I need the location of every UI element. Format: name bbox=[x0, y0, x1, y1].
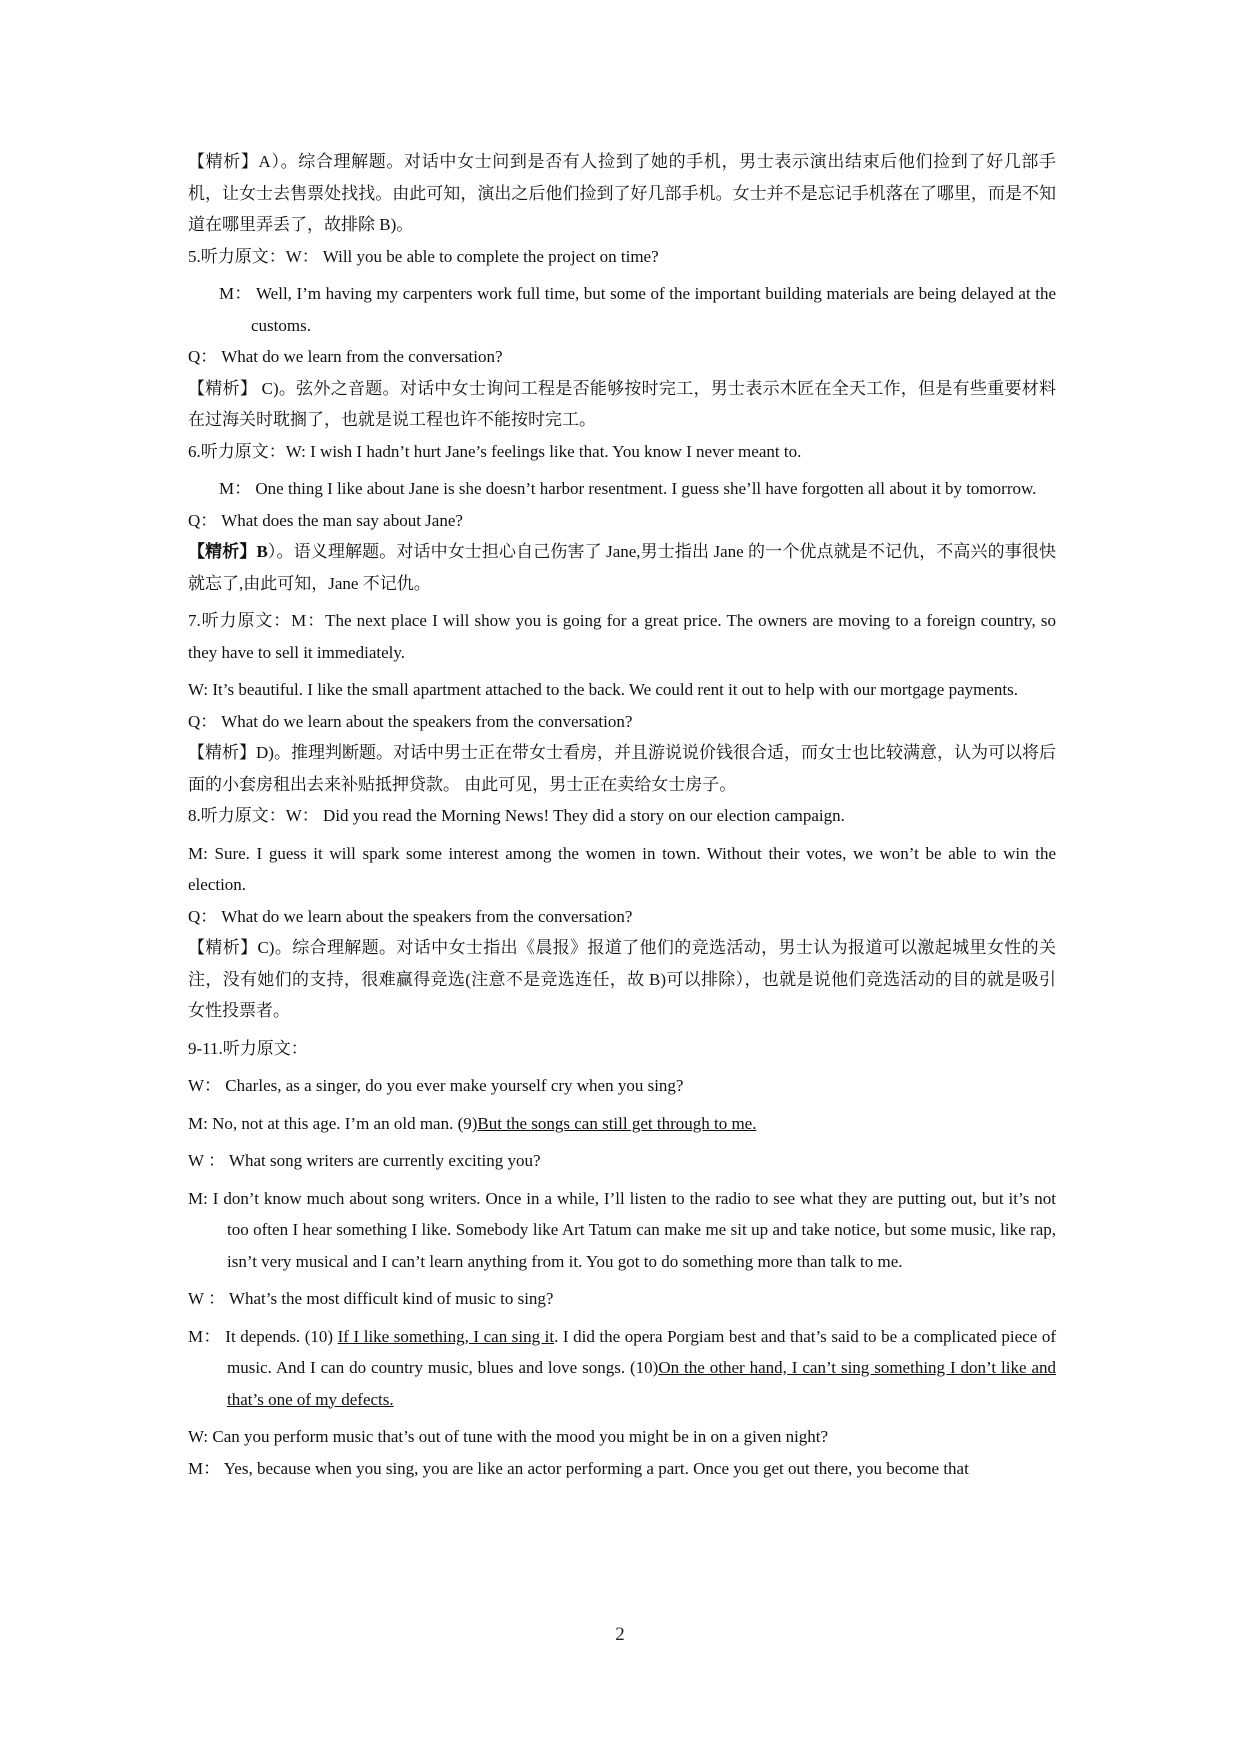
paragraph bbox=[188, 1183, 1056, 1278]
paragraph bbox=[188, 341, 1056, 373]
text-run: . I did the opera Porgiam best and that’s said to be a complicated piece of music. And I can do country music, blues and love songs. (10) bbox=[227, 1326, 1056, 1377]
paragraph bbox=[188, 800, 1056, 832]
text-run: M: I don’t know much about song writers. Once in a while, I’ll listen to the radio to see what they are putting out, but it’s not too often I hear something I like. Somebody like Art Tatum can make me sit up and take notice, but some music, like rap, isn’t very musical and I can’t learn anything from it. You got to do something more than talk to me. bbox=[188, 1188, 1056, 1271]
paragraph bbox=[188, 1283, 1056, 1315]
paragraph bbox=[188, 605, 1056, 668]
text-run: 【精析】A）。综合理解题。对话中女士问到是否有人捡到了她的手机，男士表示演出结束后他们捡到了好几部手机，让女士去售票处找找。由此可知，演出之后他们捡到了好几部手机。女士并不是忘记手机落在了哪里，而是不知道在哪里弄丢了，故排除 B)。 bbox=[188, 152, 1056, 234]
paragraph bbox=[188, 373, 1056, 436]
bold-text: 【精析】B bbox=[188, 542, 268, 561]
text-run: W： Charles, as a singer, do you ever make yourself cry when you sing? bbox=[188, 1076, 684, 1095]
underlined-text: On the other hand, I can’t sing something I don’t like and that’s one of my defects. bbox=[227, 1358, 1056, 1409]
paragraph bbox=[188, 1321, 1056, 1416]
paragraph bbox=[188, 1145, 1056, 1177]
text-run: M: No, not at this age. I’m an old man. (9) bbox=[188, 1113, 478, 1133]
text-run: M: Sure. I guess it will spark some interest among the women in town. Without their votes, we won’t be able to win the election. bbox=[188, 843, 1056, 894]
underlined-text: If I like something, I can sing it bbox=[337, 1326, 555, 1346]
text-run: Q： What do we learn about the speakers from the conversation? bbox=[188, 711, 633, 731]
text-run: Q： What do we learn about the speakers from the conversation? bbox=[188, 906, 633, 926]
text-run: 9-11.听力原文： bbox=[188, 1038, 308, 1058]
document-body bbox=[188, 146, 1056, 1484]
paragraph bbox=[188, 473, 1056, 505]
text-run: 8.听力原文：W： Did you read the Morning News! They did a story on our election campaign. bbox=[188, 806, 845, 825]
text-run: M： Yes, because when you sing, you are like an actor performing a part. Once you get out there, you become that bbox=[188, 1458, 969, 1478]
paragraph bbox=[188, 674, 1056, 706]
text-run: 6.听力原文：W: I wish I hadn’t hurt Jane’s feelings like that. You know I never meant to. bbox=[188, 441, 802, 461]
text-run: W: Can you perform music that’s out of tune with the mood you might be in on a given night? bbox=[188, 1427, 829, 1446]
text-run: W: It’s beautiful. I like the small apartment attached to the back. We could rent it out to help with our mortgage payments. bbox=[188, 680, 1018, 699]
paragraph bbox=[188, 737, 1056, 800]
text-run: M： One thing I like about Jane is she doesn’t harbor resentment. I guess she’ll have forgotten all about it by tomorrow. bbox=[219, 479, 1037, 498]
paragraph bbox=[188, 1108, 1056, 1140]
paragraph bbox=[188, 146, 1056, 241]
text-run: 【精析】 C)。弦外之音题。对话中女士询问工程是否能够按时完工，男士表示木匠在全天工作，但是有些重要材料在过海关时耽搁了，也就是说工程也许不能按时完工。 bbox=[188, 378, 1056, 429]
text-run: 【精析】D)。推理判断题。对话中男士正在带女士看房，并且游说说价钱很合适，而女士也比较满意，认为可以将后面的小套房租出去来补贴抵押贷款。 由此可见，男士正在卖给女士房子。 bbox=[188, 743, 1056, 794]
page-number: 2 bbox=[615, 1624, 625, 1645]
text-run: M： It depends. (10) bbox=[188, 1326, 338, 1346]
underlined-text: But the songs can still get through to me. bbox=[477, 1113, 757, 1133]
paragraph bbox=[188, 436, 1056, 468]
paragraph bbox=[188, 838, 1056, 901]
text-run: 5.听力原文：W： Will you be able to complete the project on time? bbox=[188, 246, 659, 266]
text-run: M： Well, I’m having my carpenters work full time, but some of the important building materials are being delayed at the customs. bbox=[219, 284, 1056, 335]
paragraph bbox=[188, 1421, 1056, 1453]
paragraph bbox=[188, 278, 1056, 341]
text-run: 【精析】C)。综合理解题。对话中女士指出《晨报》报道了他们的竞选活动，男士认为报道可以激起城里女性的关注，没有她们的支持，很难赢得竞选(注意不是竞选连任，故 B)可以排除），也就是说他们竞选活动的目的就是吸引女性投票者。 bbox=[188, 938, 1056, 1020]
paragraph bbox=[188, 241, 1056, 273]
paragraph bbox=[188, 505, 1056, 537]
paragraph bbox=[188, 536, 1056, 599]
text-run: ）。语义理解题。对话中女士担心自己伤害了 Jane,男士指出 Jane 的一个优点就是不记仇，不高兴的事很快就忘了,由此可知，Jane 不记仇。 bbox=[188, 542, 1056, 593]
paragraph bbox=[188, 1070, 1056, 1102]
paragraph bbox=[188, 1033, 1056, 1065]
paragraph bbox=[188, 706, 1056, 738]
text-run: Q： What do we learn from the conversation? bbox=[188, 347, 503, 366]
text-run: W ： What song writers are currently exciting you? bbox=[188, 1151, 541, 1170]
paragraph bbox=[188, 1453, 1056, 1485]
text-run: 7.听力原文：M：The next place I will show you is going for a great price. The owners are moving to a foreign country, so they have to sell it immediately. bbox=[188, 611, 1056, 662]
paragraph bbox=[188, 901, 1056, 933]
text-run: Q： What does the man say about Jane? bbox=[188, 510, 463, 530]
text-run: W ： What’s the most difficult kind of music to sing? bbox=[188, 1289, 554, 1308]
paragraph bbox=[188, 932, 1056, 1027]
